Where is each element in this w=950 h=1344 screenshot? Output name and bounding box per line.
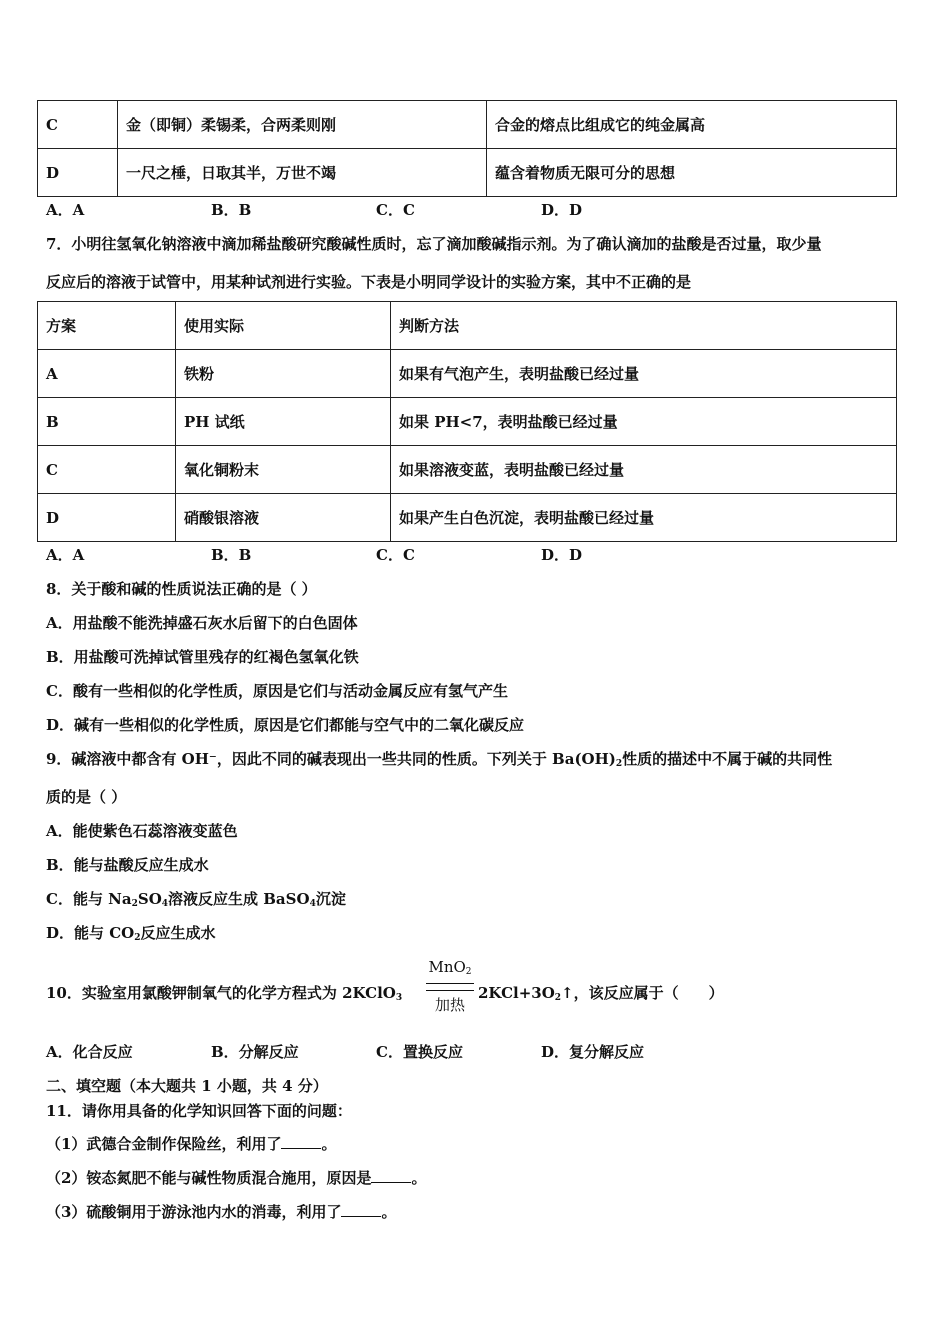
subscript: 2	[134, 933, 141, 943]
subscript: 4	[309, 899, 316, 909]
plan-cell: D	[38, 494, 176, 542]
plan-cell: A	[38, 350, 176, 398]
method-cell: 如果有气泡产生，表明盐酸已经过量	[391, 350, 897, 398]
option-a[interactable]: A．化合反应	[46, 1043, 133, 1061]
q9-option-b[interactable]: B．能与盐酸反应生成水	[46, 856, 209, 874]
reagent-cell: 氧化铜粉末	[176, 446, 391, 494]
end-mark: 。	[411, 1169, 427, 1187]
option-text: 反应生成水	[140, 924, 216, 942]
q11-item-3	[46, 1201, 396, 1222]
q9-stem	[46, 748, 832, 769]
plan-cell: B	[38, 398, 176, 446]
method-cell: 如果产生白色沉淀，表明盐酸已经过量	[391, 494, 897, 542]
option-c[interactable]: C．C	[376, 546, 415, 564]
header-plan: 方案	[38, 302, 176, 350]
catalyst-label	[426, 958, 474, 980]
option-b[interactable]: B．B	[211, 201, 252, 219]
option-text: D．能与 CO	[46, 924, 135, 942]
q7-stem-line2: 反应后的溶液于试管中，用某种试剂进行实验。下表是小明同学设计的实验方案，其中不正确的是	[46, 273, 692, 291]
row-label: D	[38, 149, 118, 197]
table-row	[38, 149, 897, 197]
option-c[interactable]: C．C	[376, 201, 415, 219]
method-cell: 如果溶液变蓝，表明盐酸已经过量	[391, 446, 897, 494]
q10-stem-part: 2KCl+3O	[478, 984, 555, 1002]
q6-options	[46, 199, 706, 220]
option-d[interactable]: D．复分解反应	[541, 1043, 645, 1061]
reagent-cell: 铁粉	[176, 350, 391, 398]
subscript: 2	[131, 899, 138, 909]
q6-table	[37, 100, 897, 197]
row-note: 合金的熔点比组成它的纯金属高	[487, 101, 897, 149]
option-d[interactable]: D．D	[541, 546, 583, 564]
header-method: 判断方法	[391, 302, 897, 350]
row-text: 一尺之棰，日取其半，万世不竭	[118, 149, 487, 197]
end-mark: 。	[381, 1203, 397, 1221]
q7-options	[46, 544, 706, 565]
table-row	[38, 101, 897, 149]
option-a[interactable]: A．A	[46, 546, 85, 564]
option-c[interactable]: C．置换反应	[376, 1043, 463, 1061]
subscript: 3	[395, 993, 403, 1003]
option-text: 溶液反应生成 BaSO	[168, 890, 310, 908]
q8-stem: 8．关于酸和碱的性质说法正确的是（ ）	[46, 580, 317, 598]
reagent-cell: 硝酸银溶液	[176, 494, 391, 542]
table-row	[38, 350, 897, 398]
section-title: 二、填空题（本大题共 1 小题，共 4 分）	[46, 1077, 328, 1095]
q8-option-b[interactable]: B．用盐酸可洗掉试管里残存的红褐色氢氧化铁	[46, 648, 359, 666]
method-cell: 如果 PH<7，表明盐酸已经过量	[391, 398, 897, 446]
subscript: 2	[554, 993, 562, 1003]
q10-stem-left	[46, 982, 402, 1003]
item-text: （2）铵态氮肥不能与碱性物质混合施用，原因是	[46, 1169, 372, 1187]
q10-stem-part: ↑，该反应属于（ ）	[561, 984, 724, 1002]
header-reagent: 使用实际	[176, 302, 391, 350]
q8-option-d[interactable]: D．碱有一些相似的化学性质，原因是它们都能与空气中的二氧化碳反应	[46, 716, 525, 734]
q8-option-c[interactable]: C．酸有一些相似的化学性质，原因是它们与活动金属反应有氢气产生	[46, 682, 508, 700]
subscript: 2	[465, 967, 472, 977]
q9-option-d[interactable]	[46, 922, 216, 943]
option-text: C．能与 Na	[46, 890, 132, 908]
equals-sign	[426, 983, 474, 991]
row-note: 蕴含着物质无限可分的思想	[487, 149, 897, 197]
table-row	[38, 398, 897, 446]
option-text: SO	[137, 890, 162, 908]
q9-stem-part: 性质的描述中不属于碱的共同性	[622, 750, 833, 768]
option-b[interactable]: B．分解反应	[211, 1043, 299, 1061]
subscript: 2	[615, 759, 623, 769]
item-text: （3）硫酸铜用于游泳池内水的消毒，利用了	[46, 1203, 342, 1221]
q7-table	[37, 301, 897, 542]
answer-blank[interactable]	[371, 1170, 411, 1183]
option-a[interactable]: A．A	[46, 201, 85, 219]
option-d[interactable]: D．D	[541, 201, 583, 219]
q9-option-c[interactable]	[46, 888, 346, 909]
catalyst-text: MnO	[428, 958, 466, 976]
option-b[interactable]: B．B	[211, 546, 252, 564]
answer-blank[interactable]	[341, 1204, 381, 1217]
answer-blank[interactable]	[281, 1136, 321, 1149]
subscript: 4	[161, 899, 169, 909]
reagent-cell: PH 试纸	[176, 398, 391, 446]
q10-stem-right	[478, 982, 724, 1003]
q11-item-1	[46, 1133, 336, 1154]
row-label: C	[38, 101, 118, 149]
end-mark: 。	[321, 1135, 337, 1153]
q10-stem-part: 10．实验室用氯酸钾制氧气的化学方程式为 2KClO	[46, 984, 396, 1002]
heating-label: 加热	[434, 996, 465, 1014]
plan-cell: C	[38, 446, 176, 494]
q11-item-2	[46, 1167, 426, 1188]
q10-options	[46, 1041, 706, 1062]
q8-option-a[interactable]: A．用盐酸不能洗掉盛石灰水后留下的白色固体	[46, 614, 358, 632]
table-header-row	[38, 302, 897, 350]
q7-stem-line1: 7．小明往氢氧化钠溶液中滴加稀盐酸研究酸碱性质时，忘了滴加酸碱指示剂。为了确认滴加的盐酸是否过量，取少量	[46, 235, 822, 253]
table-row	[38, 494, 897, 542]
q9-stem-line2: 质的是（ ）	[46, 788, 127, 806]
q11-stem: 11．请你用具备的化学知识回答下面的问题：	[46, 1102, 352, 1120]
q9-stem-part: 9．碱溶液中都含有 OH⁻，因此不同的碱表现出一些共同的性质。下列关于 Ba(OH)	[46, 750, 616, 768]
row-text: 金（即铜）柔锡柔，合两柔则刚	[118, 101, 487, 149]
table-row	[38, 446, 897, 494]
reaction-condition	[426, 958, 474, 1016]
q9-option-a[interactable]: A．能使紫色石蕊溶液变蓝色	[46, 822, 238, 840]
option-text: 沉淀	[315, 890, 346, 908]
item-text: （1）武德合金制作保险丝，利用了	[46, 1135, 282, 1153]
